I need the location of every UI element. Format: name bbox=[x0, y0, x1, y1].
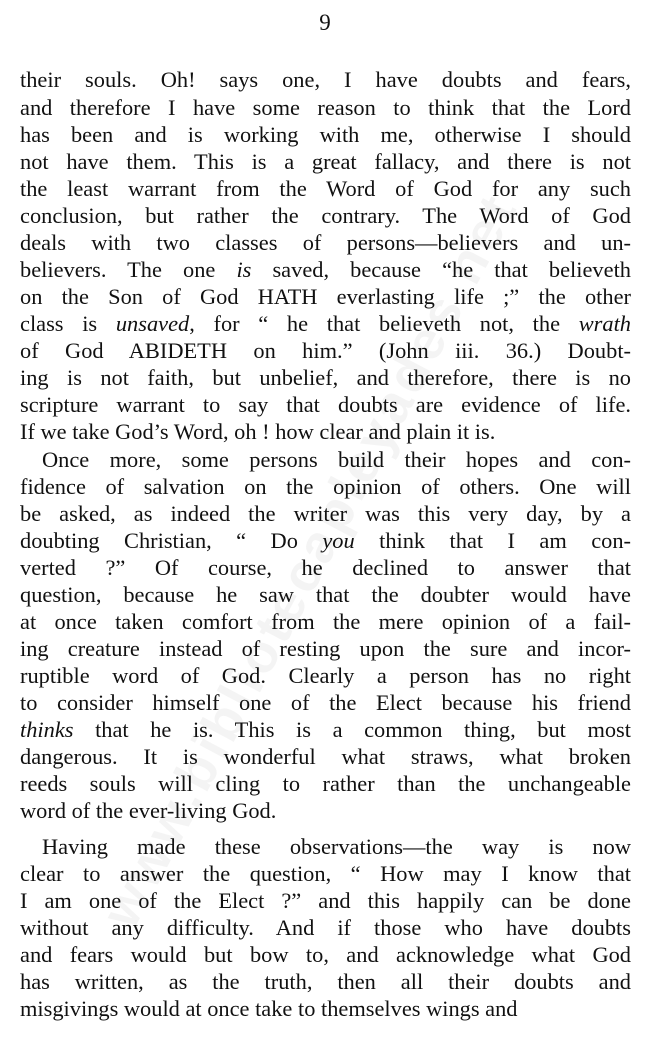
text-line-content: has written, as the truth, then all their doubts and bbox=[20, 969, 631, 994]
text-line-content: and fears would but bow to, and acknowledge what God bbox=[20, 942, 631, 967]
text-line bbox=[20, 229, 631, 257]
text-line-content: thinks that he is. This is a common thing, but most bbox=[20, 717, 631, 742]
text-line bbox=[20, 66, 631, 94]
text-line-content: doubting Christian, “ Do you think that I am con- bbox=[20, 528, 631, 553]
text-line-content: I am one of the Elect ?” and this happily can be done bbox=[20, 888, 631, 913]
text-line bbox=[20, 995, 631, 1023]
text-line-content: scripture warrant to say that doubts are evidence of life. bbox=[20, 392, 631, 417]
italic-emphasis: thinks bbox=[20, 717, 74, 742]
text-line bbox=[20, 968, 631, 996]
text-line bbox=[20, 148, 631, 176]
text-line-content: word of the ever-living God. bbox=[20, 798, 277, 823]
text-line-content: misgivings would at once take to themselves wings and bbox=[20, 996, 518, 1021]
text-line-content: without any difficulty. And if those who have doubts bbox=[20, 915, 631, 940]
text-line bbox=[20, 283, 631, 311]
text-line-content: verted ?” Of course, he declined to answer that bbox=[20, 555, 631, 580]
text-line bbox=[20, 662, 631, 690]
text-line bbox=[20, 310, 631, 338]
text-line-content: class is unsaved, for “ he that believeth not, the wrath bbox=[20, 311, 631, 336]
text-line bbox=[42, 833, 631, 861]
italic-emphasis: is bbox=[236, 257, 252, 282]
text-line-content: their souls. Oh! says one, I have doubts and fears, bbox=[20, 67, 631, 92]
page-number: 9 bbox=[319, 10, 331, 35]
text-line-content: of God ABIDETH on him.” (John iii. 36.) Doubt- bbox=[20, 338, 631, 363]
text-line bbox=[20, 554, 631, 582]
text-line-content: If we take God’s Word, oh ! how clear and plain it is. bbox=[20, 419, 496, 444]
text-line bbox=[20, 797, 631, 825]
text-line bbox=[20, 337, 631, 365]
text-line-content: deals with two classes of persons—believers and un- bbox=[20, 230, 631, 255]
text-line bbox=[20, 887, 631, 915]
text-line bbox=[20, 94, 631, 122]
text-line bbox=[20, 202, 631, 230]
text-line bbox=[20, 527, 631, 555]
text-line bbox=[20, 364, 631, 392]
text-line bbox=[20, 175, 631, 203]
text-line-content: ing creature instead of resting upon the sure and incor- bbox=[20, 636, 631, 661]
text-line bbox=[20, 914, 631, 942]
text-line bbox=[20, 770, 631, 798]
text-line bbox=[42, 446, 631, 474]
text-line-content: Having made these observations—the way is now bbox=[42, 834, 631, 859]
text-line bbox=[20, 716, 631, 744]
text-line bbox=[20, 121, 631, 149]
text-line-content: to consider himself one of the Elect because his friend bbox=[20, 690, 631, 715]
text-line bbox=[20, 500, 631, 528]
text-line-content: dangerous. It is wonderful what straws, what broken bbox=[20, 744, 631, 769]
text-line bbox=[20, 860, 631, 888]
text-line-content: has been and is working with me, otherwise I should bbox=[20, 122, 631, 147]
text-line-content: reeds souls will cling to rather than the unchangeable bbox=[20, 771, 631, 796]
text-line-content: be asked, as indeed the writer was this very day, by a bbox=[20, 501, 631, 526]
text-line bbox=[20, 941, 631, 969]
text-line-content: question, because he saw that the doubter would have bbox=[20, 582, 631, 607]
text-line-content: ruptible word of God. Clearly a person has no right bbox=[20, 663, 631, 688]
text-line bbox=[20, 418, 631, 446]
text-line bbox=[20, 689, 631, 717]
text-line-content: conclusion, but rather the contrary. The Word of God bbox=[20, 203, 631, 228]
text-line-content: and therefore I have some reason to think that the Lord bbox=[20, 95, 631, 120]
text-line-content: not have them. This is a great fallacy, and there is not bbox=[20, 149, 631, 174]
text-line bbox=[20, 608, 631, 636]
text-line bbox=[20, 743, 631, 771]
text-line-content: the least warrant from the Word of God for any such bbox=[20, 176, 631, 201]
text-line bbox=[20, 391, 631, 419]
text-line bbox=[20, 581, 631, 609]
italic-emphasis: unsaved bbox=[115, 311, 190, 336]
text-line-content: clear to answer the question, “ How may I know that bbox=[20, 861, 631, 886]
text-line-content: at once taken comfort from the mere opinion of a fail- bbox=[20, 609, 631, 634]
text-line-content: on the Son of God HATH everlasting life ;” the other bbox=[20, 284, 631, 309]
text-line-content: ing is not faith, but unbelief, and therefore, there is no bbox=[20, 365, 631, 390]
italic-emphasis: wrath bbox=[578, 311, 631, 336]
text-line-content: believers. The one is saved, because “he that believeth bbox=[20, 257, 631, 282]
text-line bbox=[20, 473, 631, 501]
text-line-content: fidence of salvation on the opinion of others. One will bbox=[20, 474, 631, 499]
italic-emphasis: you bbox=[322, 528, 355, 553]
text-line bbox=[20, 635, 631, 663]
text-line bbox=[20, 256, 631, 284]
text-line-content: Once more, some persons build their hopes and con- bbox=[42, 447, 631, 472]
